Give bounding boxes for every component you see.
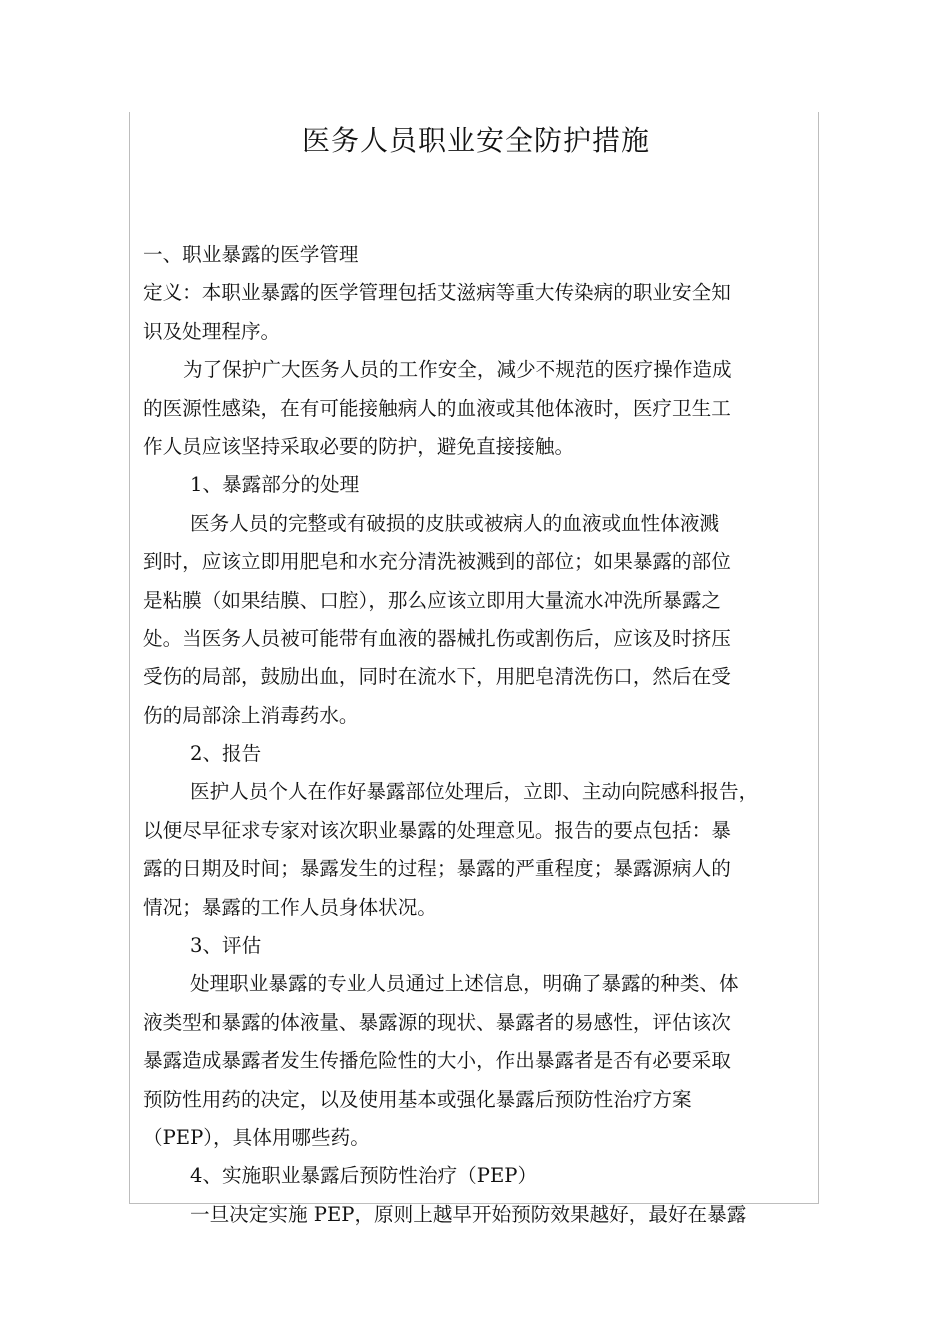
text-line: 到时，应该立即用肥皂和水充分清洗被溅到的部位；如果暴露的部位 — [143, 550, 731, 574]
text-line: 处。当医务人员被可能带有血液的器械扎伤或割伤后，应该及时挤压 — [143, 626, 731, 650]
text-line: 医务人员的完整或有破损的皮肤或被病人的血液或血性体液溅 — [190, 511, 720, 535]
text-line: 3、评估 — [190, 934, 262, 958]
text-line: 2、报告 — [190, 742, 262, 766]
text-line: 是粘膜（如果结膜、口腔），那么应该立即用大量流水冲洗所暴露之 — [143, 588, 722, 612]
text-line: 预防性用药的决定，以及使用基本或强化暴露后预防性治疗方案 — [143, 1087, 692, 1111]
text-line: 液类型和暴露的体液量、暴露源的现状、暴露者的易感性，评估该次 — [143, 1010, 731, 1034]
text-line: 1、暴露部分的处理 — [190, 473, 360, 497]
text-line: 伤的局部涂上消毒药水。 — [143, 703, 359, 727]
text-line: 以便尽早征求专家对该次职业暴露的处理意见。报告的要点包括：暴 — [143, 818, 731, 842]
text-line: 暴露造成暴露者发生传播危险性的大小，作出暴露者是否有必要采取 — [143, 1049, 731, 1073]
text-line: 一、职业暴露的医学管理 — [143, 243, 359, 266]
text-line: 一旦决定实施 PEP，原则上越早开始预防效果越好，最好在暴露 — [190, 1202, 747, 1226]
text-line: 露的日期及时间；暴露发生的过程；暴露的严重程度；暴露源病人的 — [143, 857, 731, 881]
text-line: 作人员应该坚持采取必要的防护，避免直接接触。 — [143, 434, 575, 458]
text-line: 4、实施职业暴露后预防性治疗（PEP） — [190, 1164, 538, 1188]
text-line: 受伤的局部，鼓励出血，同时在流水下，用肥皂清洗伤口，然后在受 — [143, 665, 731, 689]
text-line: 医护人员个人在作好暴露部位处理后，立即、主动向院感科报告， — [190, 780, 759, 804]
text-line: （PEP），具体用哪些药。 — [143, 1125, 370, 1149]
document-body — [143, 236, 809, 1234]
text-line: 的医源性感染，在有可能接触病人的血液或其他体液时，医疗卫生工 — [143, 396, 731, 420]
text-line: 情况；暴露的工作人员身体状况。 — [143, 895, 437, 919]
text-line: 识及处理程序。 — [143, 319, 281, 343]
text-line: 为了保护广大医务人员的工作安全，减少不规范的医疗操作造成 — [183, 358, 732, 382]
text-line: 定义：本职业暴露的医学管理包括艾滋病等重大传染病的职业安全知 — [143, 281, 731, 305]
text-line: 处理职业暴露的专业人员通过上述信息，明确了暴露的种类、体 — [190, 972, 739, 996]
document-title: 医务人员职业安全防护措施 — [301, 124, 650, 157]
